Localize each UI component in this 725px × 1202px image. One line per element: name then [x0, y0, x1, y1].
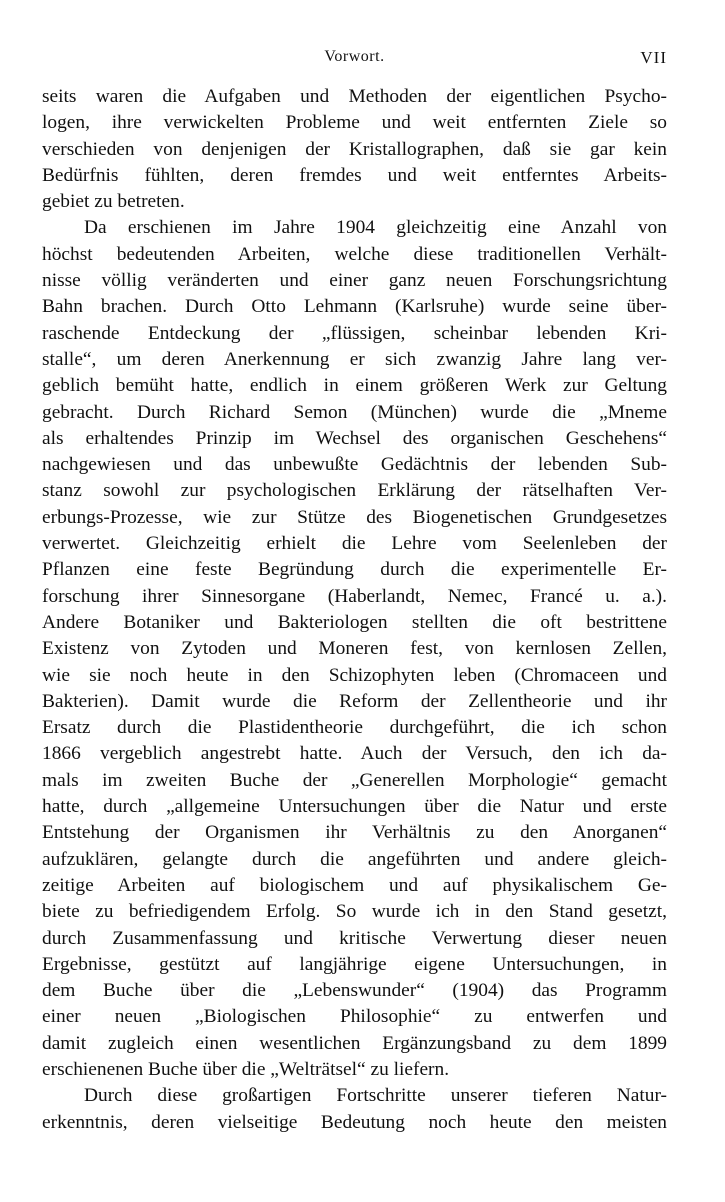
page-number: VII	[640, 48, 667, 67]
text-line: Ersatz durch die Plastidentheorie durchgeführt, die ich schon	[42, 717, 667, 739]
text-line: höchst bedeutenden Arbeiten, welche diese traditionellen Verhält-	[42, 243, 667, 265]
text-line: 1866 vergeblich angestrebt hatte. Auch der Versuch, den ich da-	[42, 743, 667, 765]
text-line: erschienenen Buche über die „Welträtsel“ zu liefern.	[42, 1058, 450, 1080]
text-line: stalle“, um deren Anerkennung er sich zwanzig Jahre lang ver-	[42, 348, 667, 370]
text-line: gebiet zu betreten.	[42, 191, 185, 213]
text-line: Pflanzen eine feste Begründung durch die experimentelle Er-	[42, 559, 667, 581]
text-line: erbungs-Prozesse, wie zur Stütze des Biogenetischen Grundgesetzes	[42, 506, 667, 528]
text-line: durch Zusammenfassung und kritische Verwertung dieser neuen	[42, 927, 667, 949]
text-line: seits waren die Aufgaben und Methoden der eigentlichen Psycho-	[42, 86, 667, 107]
text-line: erkenntnis, deren vielseitige Bedeutung noch heute den meisten	[42, 1111, 667, 1133]
text-line: aufzuklären, gelangte durch die angeführten und andere gleich-	[42, 848, 667, 870]
text-line: nachgewiesen und das unbewußte Gedächtnis der lebenden Sub-	[42, 454, 667, 476]
running-head	[42, 48, 667, 70]
body-text	[42, 84, 667, 1136]
text-line: Existenz von Zytoden und Moneren fest, von kernlosen Zellen,	[42, 638, 667, 660]
text-line: Durch diese großartigen Fortschritte unserer tieferen Natur-	[84, 1085, 667, 1107]
text-line: verwertet. Gleichzeitig erhielt die Lehre vom Seelenleben der	[42, 533, 667, 555]
text-line: hatte, durch „allgemeine Untersuchungen über die Natur und erste	[42, 796, 667, 818]
text-line: nisse völlig veränderten und einer ganz neuen Forschungsrichtung	[42, 270, 667, 292]
text-line: raschende Entdeckung der „flüssigen, scheinbar lebenden Kri-	[42, 322, 667, 344]
text-line: Bedürfnis fühlten, deren fremdes und weit entferntes Arbeits-	[42, 164, 667, 186]
text-line: gebracht. Durch Richard Semon (München) wurde die „Mneme	[42, 401, 667, 423]
text-line: stanz sowohl zur psychologischen Erklärung der rätselhaften Ver-	[42, 480, 667, 502]
text-line: zeitige Arbeiten auf biologischem und auf physikalischem Ge-	[42, 874, 667, 896]
text-line: geblich bemüht hatte, endlich in einem größeren Werk zur Geltung	[42, 375, 667, 397]
text-line: Entstehung der Organismen ihr Verhältnis zu den Anorganen“	[42, 822, 667, 844]
text-line: Da erschienen im Jahre 1904 gleichzeitig eine Anzahl von	[84, 217, 667, 239]
text-line: Andere Botaniker und Bakteriologen stellten die oft bestrittene	[42, 611, 667, 633]
text-line: dem Buche über die „Lebenswunder“ (1904) das Programm	[42, 980, 667, 1002]
text-line: mals im zweiten Buche der „Generellen Morphologie“ gemacht	[42, 769, 667, 791]
text-line: logen, ihre verwickelten Probleme und weit entfernten Ziele so	[42, 112, 667, 134]
text-line: Bakterien). Damit wurde die Reform der Zellentheorie und ihr	[42, 690, 667, 712]
text-line: biete zu befriedigendem Erfolg. So wurde ich in den Stand gesetzt,	[42, 901, 667, 923]
text-line: Bahn brachen. Durch Otto Lehmann (Karlsruhe) wurde seine über-	[42, 296, 667, 318]
text-line: wie sie noch heute in den Schizophyten leben (Chromaceen und	[42, 664, 667, 686]
text-line: forschung ihrer Sinnesorgane (Haberlandt, Nemec, Francé u. a.).	[42, 585, 667, 607]
text-line: damit zugleich einen wesentlichen Ergänzungsband zu dem 1899	[42, 1032, 667, 1054]
text-line: verschieden von denjenigen der Kristallographen, daß sie gar kein	[42, 138, 667, 160]
text-line: einer neuen „Biologischen Philosophie“ zu entwerfen und	[42, 1006, 667, 1028]
text-line: Ergebnisse, gestützt auf langjährige eigene Untersuchungen, in	[42, 953, 667, 975]
text-line: als erhaltendes Prinzip im Wechsel des organischen Geschehens“	[42, 427, 667, 449]
running-title: Vorwort.	[324, 48, 385, 65]
